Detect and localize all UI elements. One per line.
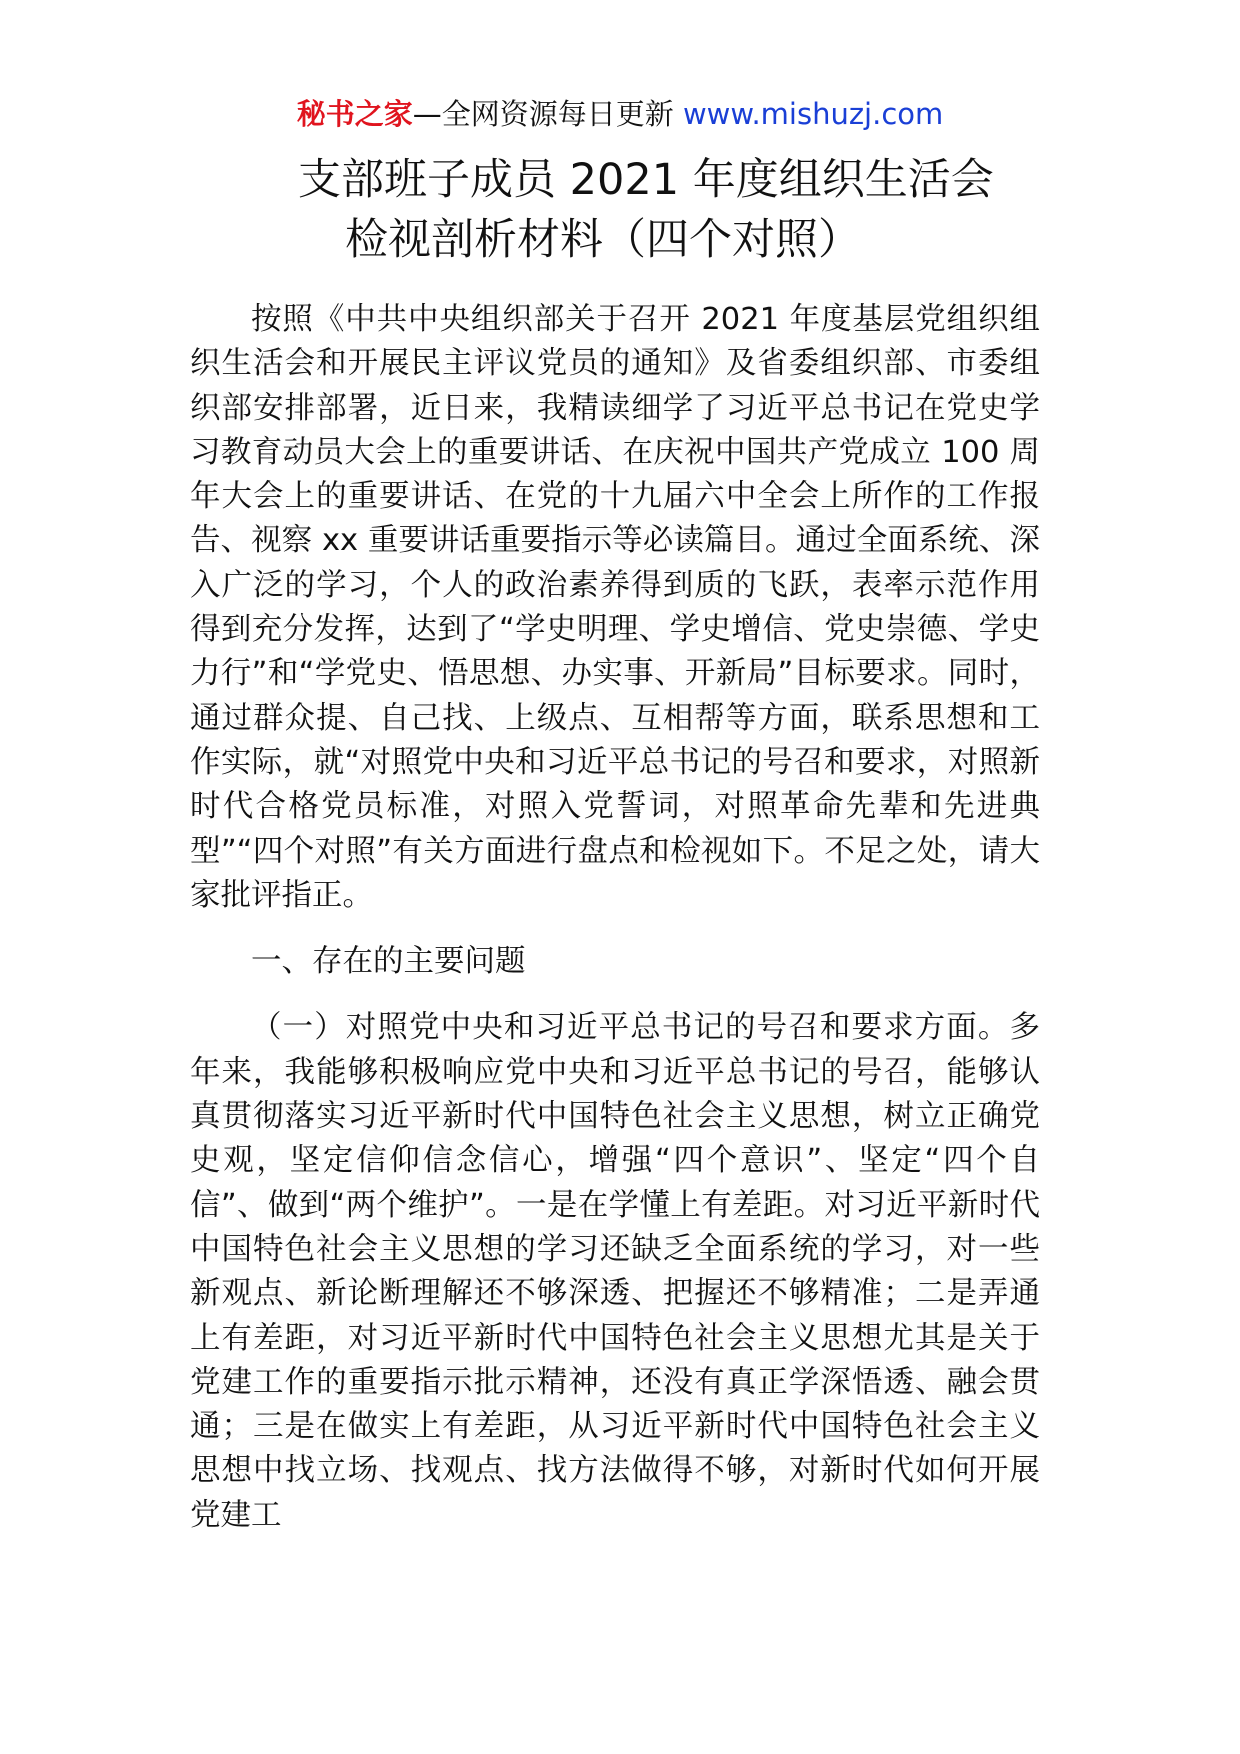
intro-paragraph: 按照《中共中央组织部关于召开 2021 年度基层党组织组织生活会和开展民主评议党员的通知》及省委组织部、市委组织部安排部署，近日来，我精读细学了习近平总书记在党史学习教育动员大会上的重要讲话、在庆祝中国共产党成立 100 周年大会上的重要讲话、在党的十九届六中全会上所作的工作报告、视察 xx 重要讲话重要指示等必读篇目。通过全面系统、深入广泛的学习，个人的政治素养得到质的飞跃，表率示范作用得到充分发挥，达到了“学史明理、学史增信、党史崇德、学史力行”和“学党史、悟思想、办实事、开新局”目标要求。同时，通过群众提、自己找、上级点、互相帮等方面，联系思想和工作实际，就“对照党中央和习近平总书记的号召和要求，对照新时代合格党员标准，对照入党誓词，对照革命先辈和先进典型”“四个对照”有关方面进行盘点和检视如下。不足之处，请大家批评指正。 <box>190 302 1040 913</box>
site-header <box>0 96 1240 132</box>
brand-name: 秘书之家 <box>296 97 413 131</box>
document-title-line-1: 支部班子成员 2021 年度组织生活会 <box>298 155 994 205</box>
body-paragraph: （一）对照党中央和习近平总书记的号召和要求方面。多年来，我能够积极响应党中央和习近平总书记的号召，能够认真贯彻落实习近平新时代中国特色社会主义思想，树立正确党史观，坚定信仰信念信心，增强“四个意识”、坚定“四个自信”、做到“两个维护”。一是在学懂上有差距。对习近平新时代中国特色社会主义思想的学习还缺乏全面系统的学习，对一些新观点、新论断理解还不够深透、把握还不够精准；二是弄通上有差距，对习近平新时代中国特色社会主义思想尤其是关于党建工作的重要指示批示精神，还没有真正学深悟透、融会贯通；三是在做实上有差距，从习近平新时代中国特色社会主义思想中找立场、找观点、找方法做得不够，对新时代如何开展党建工 <box>190 1010 1040 1533</box>
section-heading: 一、存在的主要问题 <box>251 944 526 980</box>
document-title-line-2: 检视剖析材料（四个对照） <box>345 215 861 265</box>
site-url-link[interactable]: www.mishuzj.com <box>682 97 944 131</box>
header-tagline: —全网资源每日更新 <box>412 97 683 131</box>
document-body <box>190 298 1040 1538</box>
